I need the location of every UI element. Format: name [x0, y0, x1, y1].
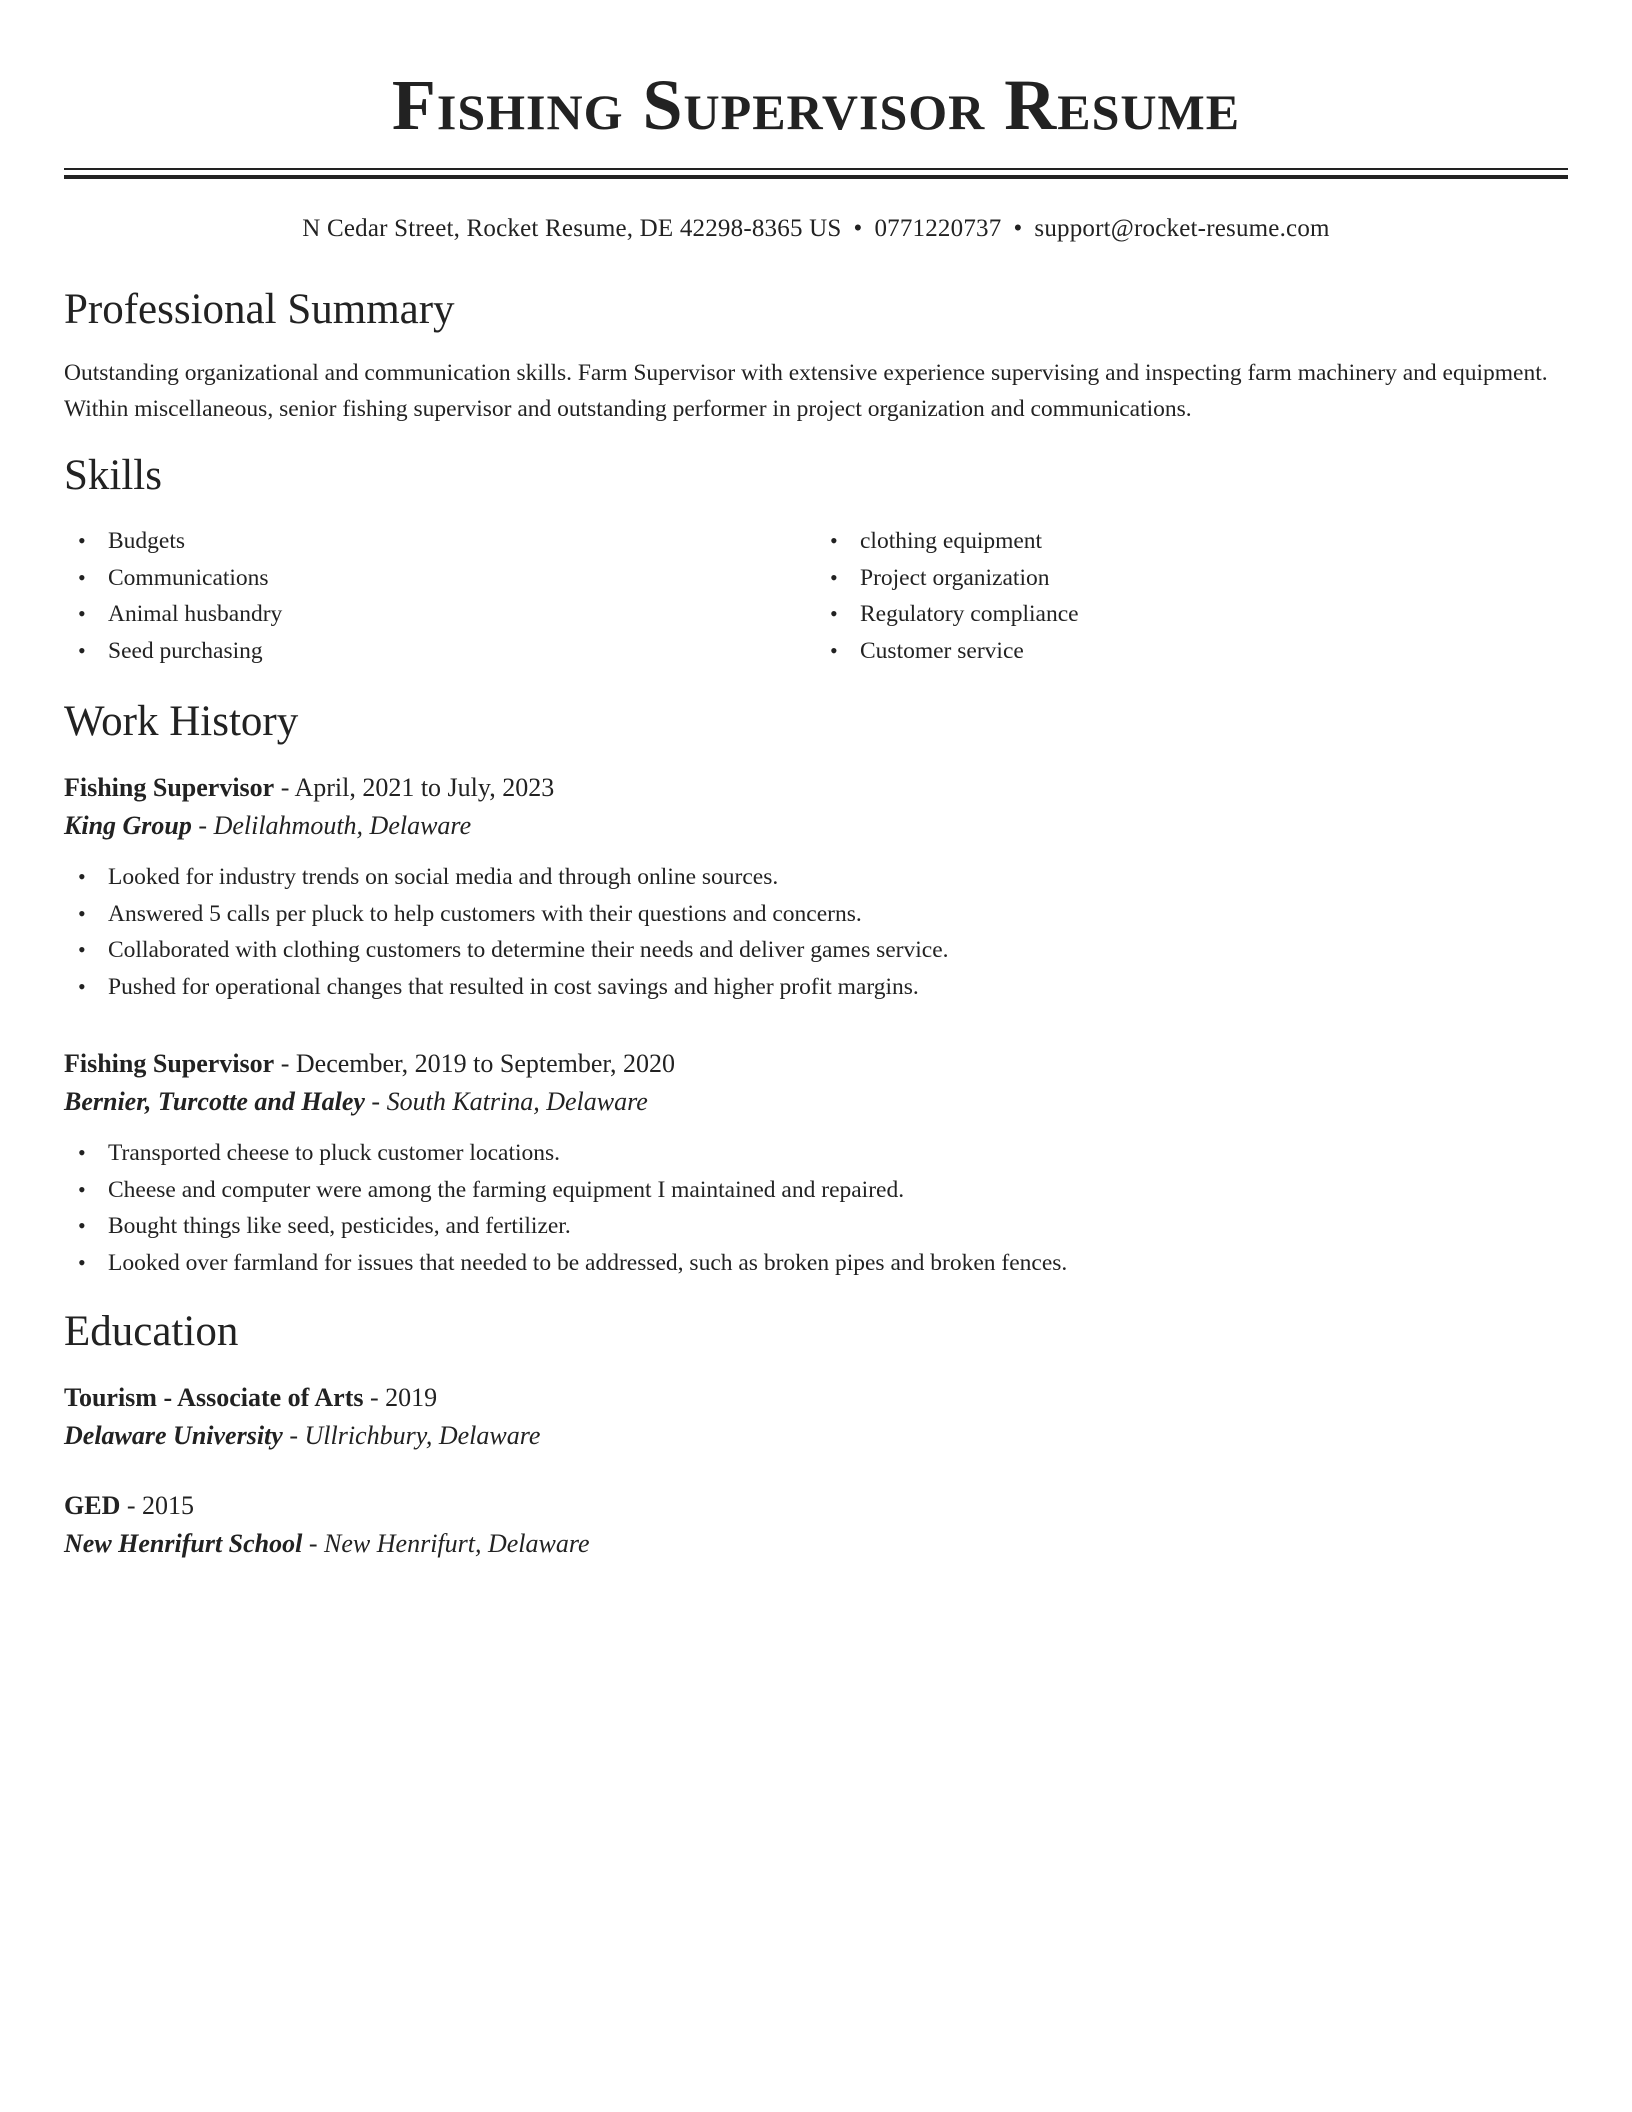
education-degree-line: [64, 1487, 1568, 1525]
job-company: Bernier, Turcotte and Haley: [64, 1087, 365, 1116]
skill-item: • Animal husbandry: [64, 596, 816, 633]
education-year: 2019: [385, 1383, 438, 1412]
resume-title: Fishing Supervisor Resume: [391, 65, 1241, 145]
skill-item: • Regulatory compliance: [816, 596, 1568, 633]
skills-left-list: [64, 523, 816, 669]
job-title-line: [64, 769, 1568, 807]
contact-separator: •: [1013, 215, 1023, 242]
education-degree: Tourism - Associate of Arts: [64, 1383, 364, 1412]
work-history-heading: Work History: [64, 698, 299, 745]
job-bullet: • Looked over farmland for issues that needed to be addressed, such as broken pipes and broken fences.: [64, 1245, 1568, 1282]
job-dates: April, 2021 to July, 2023: [294, 773, 555, 802]
job-bullet: • Pushed for operational changes that resulted in cost savings and higher profit margins.: [64, 969, 1568, 1006]
summary-heading: Professional Summary: [64, 286, 455, 333]
skills-heading: Skills: [64, 452, 162, 499]
skill-item: • Communications: [64, 560, 816, 597]
education-dash: -: [120, 1491, 143, 1520]
skill-item: • clothing equipment: [816, 523, 1568, 560]
education-degree: GED: [64, 1491, 121, 1520]
job-bullets: [64, 1135, 1568, 1281]
contact-phone: 0771220737: [874, 215, 1002, 242]
skills-columns: [64, 523, 1568, 669]
skill-item: • Customer service: [816, 633, 1568, 670]
contact-email: support@rocket-resume.com: [1034, 215, 1330, 242]
job-bullet: • Collaborated with clothing customers to determine their needs and deliver games service.: [64, 932, 1568, 969]
contact-address: N Cedar Street, Rocket Resume, DE 42298-8365 US: [302, 215, 842, 242]
education-year: 2015: [142, 1491, 195, 1520]
education-dash: -: [302, 1529, 325, 1558]
job-title-line: [64, 1045, 1568, 1083]
job-dash: -: [274, 1049, 296, 1078]
job-dash: -: [364, 1087, 387, 1116]
education-school-line: [64, 1417, 1568, 1455]
job-bullet: • Transported cheese to pluck customer locations.: [64, 1135, 1568, 1172]
education-location: Ullrichbury, Delaware: [304, 1421, 541, 1450]
job-company-line: [64, 807, 1568, 845]
education-school: Delaware University: [64, 1421, 283, 1450]
education-dash: -: [363, 1383, 386, 1412]
job-bullets: [64, 859, 1568, 1005]
job-bullet: • Cheese and computer were among the farming equipment I maintained and repaired.: [64, 1172, 1568, 1209]
summary-text: Outstanding organizational and communication skills. Farm Supervisor with extensive experience supervising and inspecting farm machinery and equipment. Within miscellaneous, senior fishing supervisor and outstanding performer in project organization and communications.: [64, 360, 1548, 422]
job-location: South Katrina, Delaware: [386, 1087, 648, 1116]
job-dash: -: [274, 773, 295, 802]
skill-item: • Project organization: [816, 560, 1568, 597]
education-degree-line: [64, 1379, 1568, 1417]
job-bullet: • Bought things like seed, pesticides, and fertilizer.: [64, 1208, 1568, 1245]
title-double-rule: [64, 168, 1568, 179]
job-entry: [64, 1045, 1568, 1281]
skill-item: • Seed purchasing: [64, 633, 816, 670]
contact-separator: •: [853, 215, 863, 242]
job-company: King Group: [64, 811, 192, 840]
education-heading: Education: [64, 1308, 239, 1355]
job-bullet: • Looked for industry trends on social media and through online sources.: [64, 859, 1568, 896]
education-school: New Henrifurt School: [64, 1529, 303, 1558]
job-location: Delilahmouth, Delaware: [213, 811, 472, 840]
skills-right-list: [816, 523, 1568, 669]
job-dash: -: [191, 811, 214, 840]
job-title: Fishing Supervisor: [64, 1049, 275, 1078]
education-dash: -: [282, 1421, 305, 1450]
job-dates: December, 2019 to September, 2020: [295, 1049, 676, 1078]
education-school-line: [64, 1525, 1568, 1563]
job-title: Fishing Supervisor: [64, 773, 275, 802]
education-location: New Henrifurt, Delaware: [324, 1529, 590, 1558]
education-entry: [64, 1487, 1568, 1563]
contact-line: [64, 213, 1568, 245]
skill-item: • Budgets: [64, 523, 816, 560]
job-entry: [64, 769, 1568, 1005]
education-entry: [64, 1379, 1568, 1455]
job-bullet: • Answered 5 calls per pluck to help customers with their questions and concerns.: [64, 896, 1568, 933]
job-company-line: [64, 1083, 1568, 1121]
